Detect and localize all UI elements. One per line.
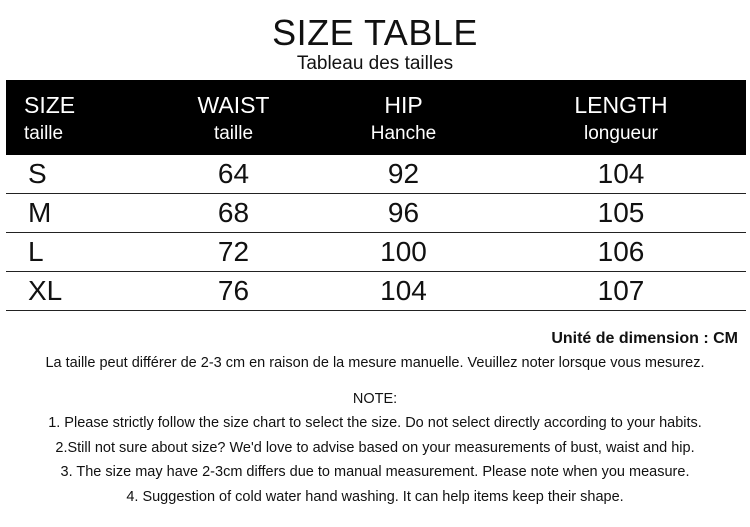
header-size-label: SIZE: [24, 92, 76, 118]
header-length-label: LENGTH: [574, 92, 668, 118]
page-subtitle: Tableau des tailles: [296, 53, 454, 74]
header-length: [496, 80, 746, 155]
cell-length: 107: [597, 275, 645, 306]
cell-size: L: [28, 236, 44, 267]
header-hip-sublabel: Hanche: [370, 123, 437, 144]
header-waist: [156, 80, 311, 155]
cell-waist: 76: [217, 275, 250, 306]
cell-length: 106: [597, 236, 645, 267]
header-length-sublabel: longueur: [584, 123, 658, 144]
cell-size: S: [28, 158, 47, 189]
measurement-disclaimer: La taille peut différer de 2-3 cm en raison de la mesure manuelle. Veuillez noter lorsque vous mesurez.: [45, 355, 705, 371]
cell-hip: 96: [387, 197, 420, 228]
cell-hip: 104: [380, 275, 427, 306]
note-item: 1. Please strictly follow the size chart to select the size. Do not select directly according to your habits.: [48, 415, 702, 431]
note-item: 4. Suggestion of cold water hand washing. It can help items keep their shape.: [126, 488, 624, 505]
cell-length: 105: [597, 197, 645, 228]
table-row: [6, 233, 746, 272]
header-hip-label: HIP: [384, 92, 423, 118]
note-item: 2.Still not sure about size? We'd love to advise based on your measurements of bust, waist and hip.: [55, 439, 695, 456]
size-table: [6, 80, 746, 311]
cell-hip: 100: [380, 236, 427, 267]
cell-size: M: [28, 197, 52, 228]
notes-title: NOTE:: [352, 391, 398, 407]
cell-waist: 68: [217, 197, 250, 228]
unit-note: Unité de dimension : CM: [551, 330, 738, 347]
table-header: [6, 80, 746, 155]
cell-waist: 72: [217, 236, 250, 267]
cell-hip: 92: [387, 158, 420, 189]
note-item: 3. The size may have 2-3cm differs due to manual measurement. Please note when you measure.: [60, 464, 690, 480]
page-title: SIZE TABLE: [272, 12, 478, 53]
header-size-sublabel: taille: [24, 123, 64, 144]
table-row: [6, 194, 746, 233]
header-waist-sublabel: taille: [213, 123, 254, 144]
header-size: [6, 80, 156, 155]
header-hip: [311, 80, 496, 155]
table-row: [6, 272, 746, 311]
table-row: [6, 155, 746, 194]
cell-waist: 64: [217, 158, 250, 189]
cell-size: XL: [28, 275, 63, 306]
header-waist-label: WAIST: [197, 92, 270, 118]
cell-length: 104: [597, 158, 645, 189]
notes-list: [0, 414, 750, 512]
